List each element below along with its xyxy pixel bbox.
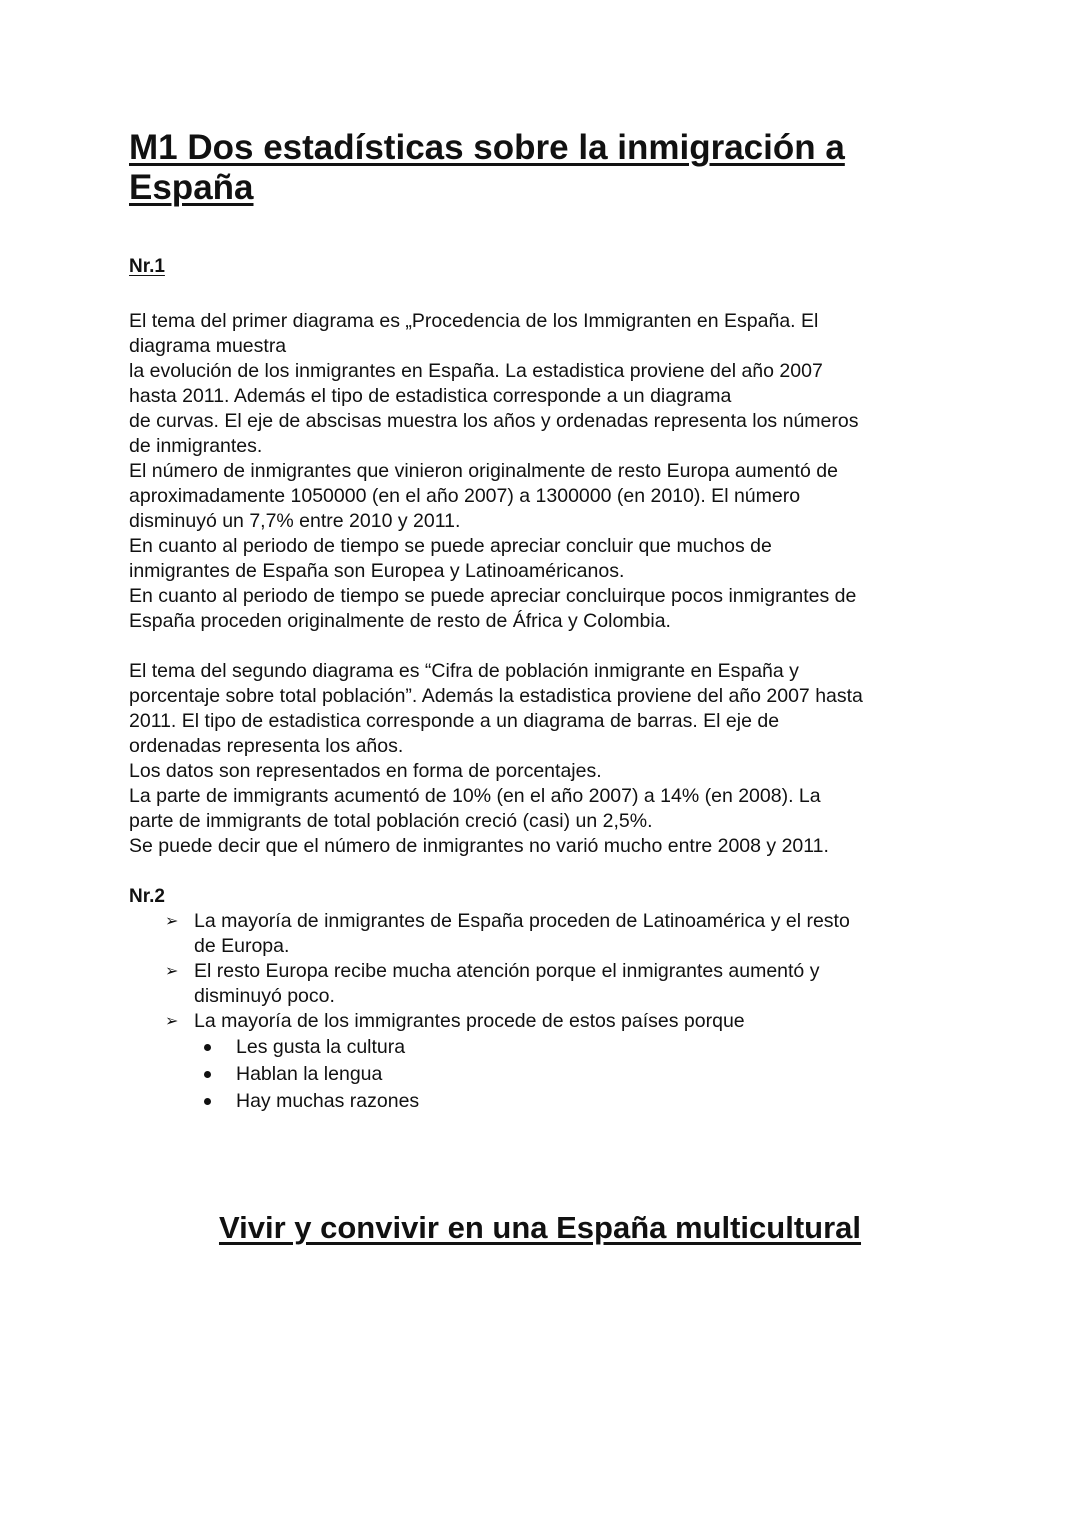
list-item bbox=[165, 959, 959, 1009]
document-page bbox=[129, 128, 959, 1115]
list-item-text: El resto Europa recibe mucha atención porque el inmigrantes aumentó y disminuyó poco. bbox=[194, 960, 820, 1007]
dot-bullet-icon bbox=[204, 1098, 211, 1105]
section-label-nr2: Nr.2 bbox=[129, 886, 165, 907]
sub-list-item bbox=[201, 1088, 959, 1115]
sub-list-item-text: Les gusta la cultura bbox=[236, 1036, 406, 1058]
section-heading: Vivir y convivir en una España multicultural bbox=[218, 1210, 862, 1245]
arrow-bullet-list bbox=[129, 909, 959, 1034]
sub-list-item-text: Hay muchas razones bbox=[236, 1090, 420, 1112]
arrow-bullet-icon: ➢ bbox=[165, 1013, 179, 1030]
paragraph-diagram-1: El tema del primer diagrama es „Procedencia de los Immigranten en España. El diagrama muestra la evolución de los inmigrantes en España. La estadistica proviene del año 2007 hasta 2011. Además el tipo de estadistica corresponde a un diagrama de curvas. El eje de abscisas muestra los años y ordenadas representa los números de inmigrantes. El número de inmigrantes que vinieron originalmente de resto Europa aumentó de aproximadamente 1050000 (en el año 2007) a 1300000 (en 2010). El número disminuyó un 7,7% entre 2010 y 2011. En cuanto al periodo de tiempo se puede apreciar concluir que muchos de inmigrantes de España son Europea y Latinoaméricanos. En cuanto al periodo de tiempo se puede apreciar concluirque pocos inmigrantes de España proceden originalmente de resto de África y Colombia. bbox=[129, 310, 859, 632]
title-line-1: M1 Dos estadísticas sobre la inmigración a bbox=[129, 128, 845, 167]
section-label-nr1: Nr.1 bbox=[129, 256, 165, 277]
dot-bullet-list bbox=[129, 1034, 959, 1115]
list-item-text: La mayoría de inmigrantes de España proceden de Latinoamérica y el resto de Europa. bbox=[194, 910, 850, 957]
arrow-bullet-icon: ➢ bbox=[165, 913, 179, 930]
list-item bbox=[165, 1009, 959, 1034]
sub-list-item bbox=[201, 1061, 959, 1088]
sub-list-item-text: Hablan la lengua bbox=[236, 1063, 383, 1085]
list-item bbox=[165, 909, 959, 959]
sub-list-item bbox=[201, 1034, 959, 1061]
arrow-bullet-icon: ➢ bbox=[165, 963, 179, 980]
list-item-text: La mayoría de los immigrantes procede de estos países porque bbox=[194, 1010, 745, 1032]
dot-bullet-icon bbox=[204, 1044, 211, 1051]
dot-bullet-icon bbox=[204, 1071, 211, 1078]
title-line-2: España bbox=[129, 168, 254, 207]
paragraph-diagram-2: El tema del segundo diagrama es “Cifra de población inmigrante en España y porcentaje sobre total población”. Además la estadistica proviene del año 2007 hasta 2011. El tipo de estadistica corresponde a un diagrama de barras. El eje de ordenadas representa los años. Los datos son representados en forma de porcentajes. La parte de immigrants acumentó de 10% (en el año 2007) a 14% (en 2008). La parte de immigrants de total población creció (casi) un 2,5%. Se puede decir que el número de inmigrantes no varió mucho entre 2008 y 2011. bbox=[129, 660, 863, 857]
document-title bbox=[129, 128, 959, 208]
